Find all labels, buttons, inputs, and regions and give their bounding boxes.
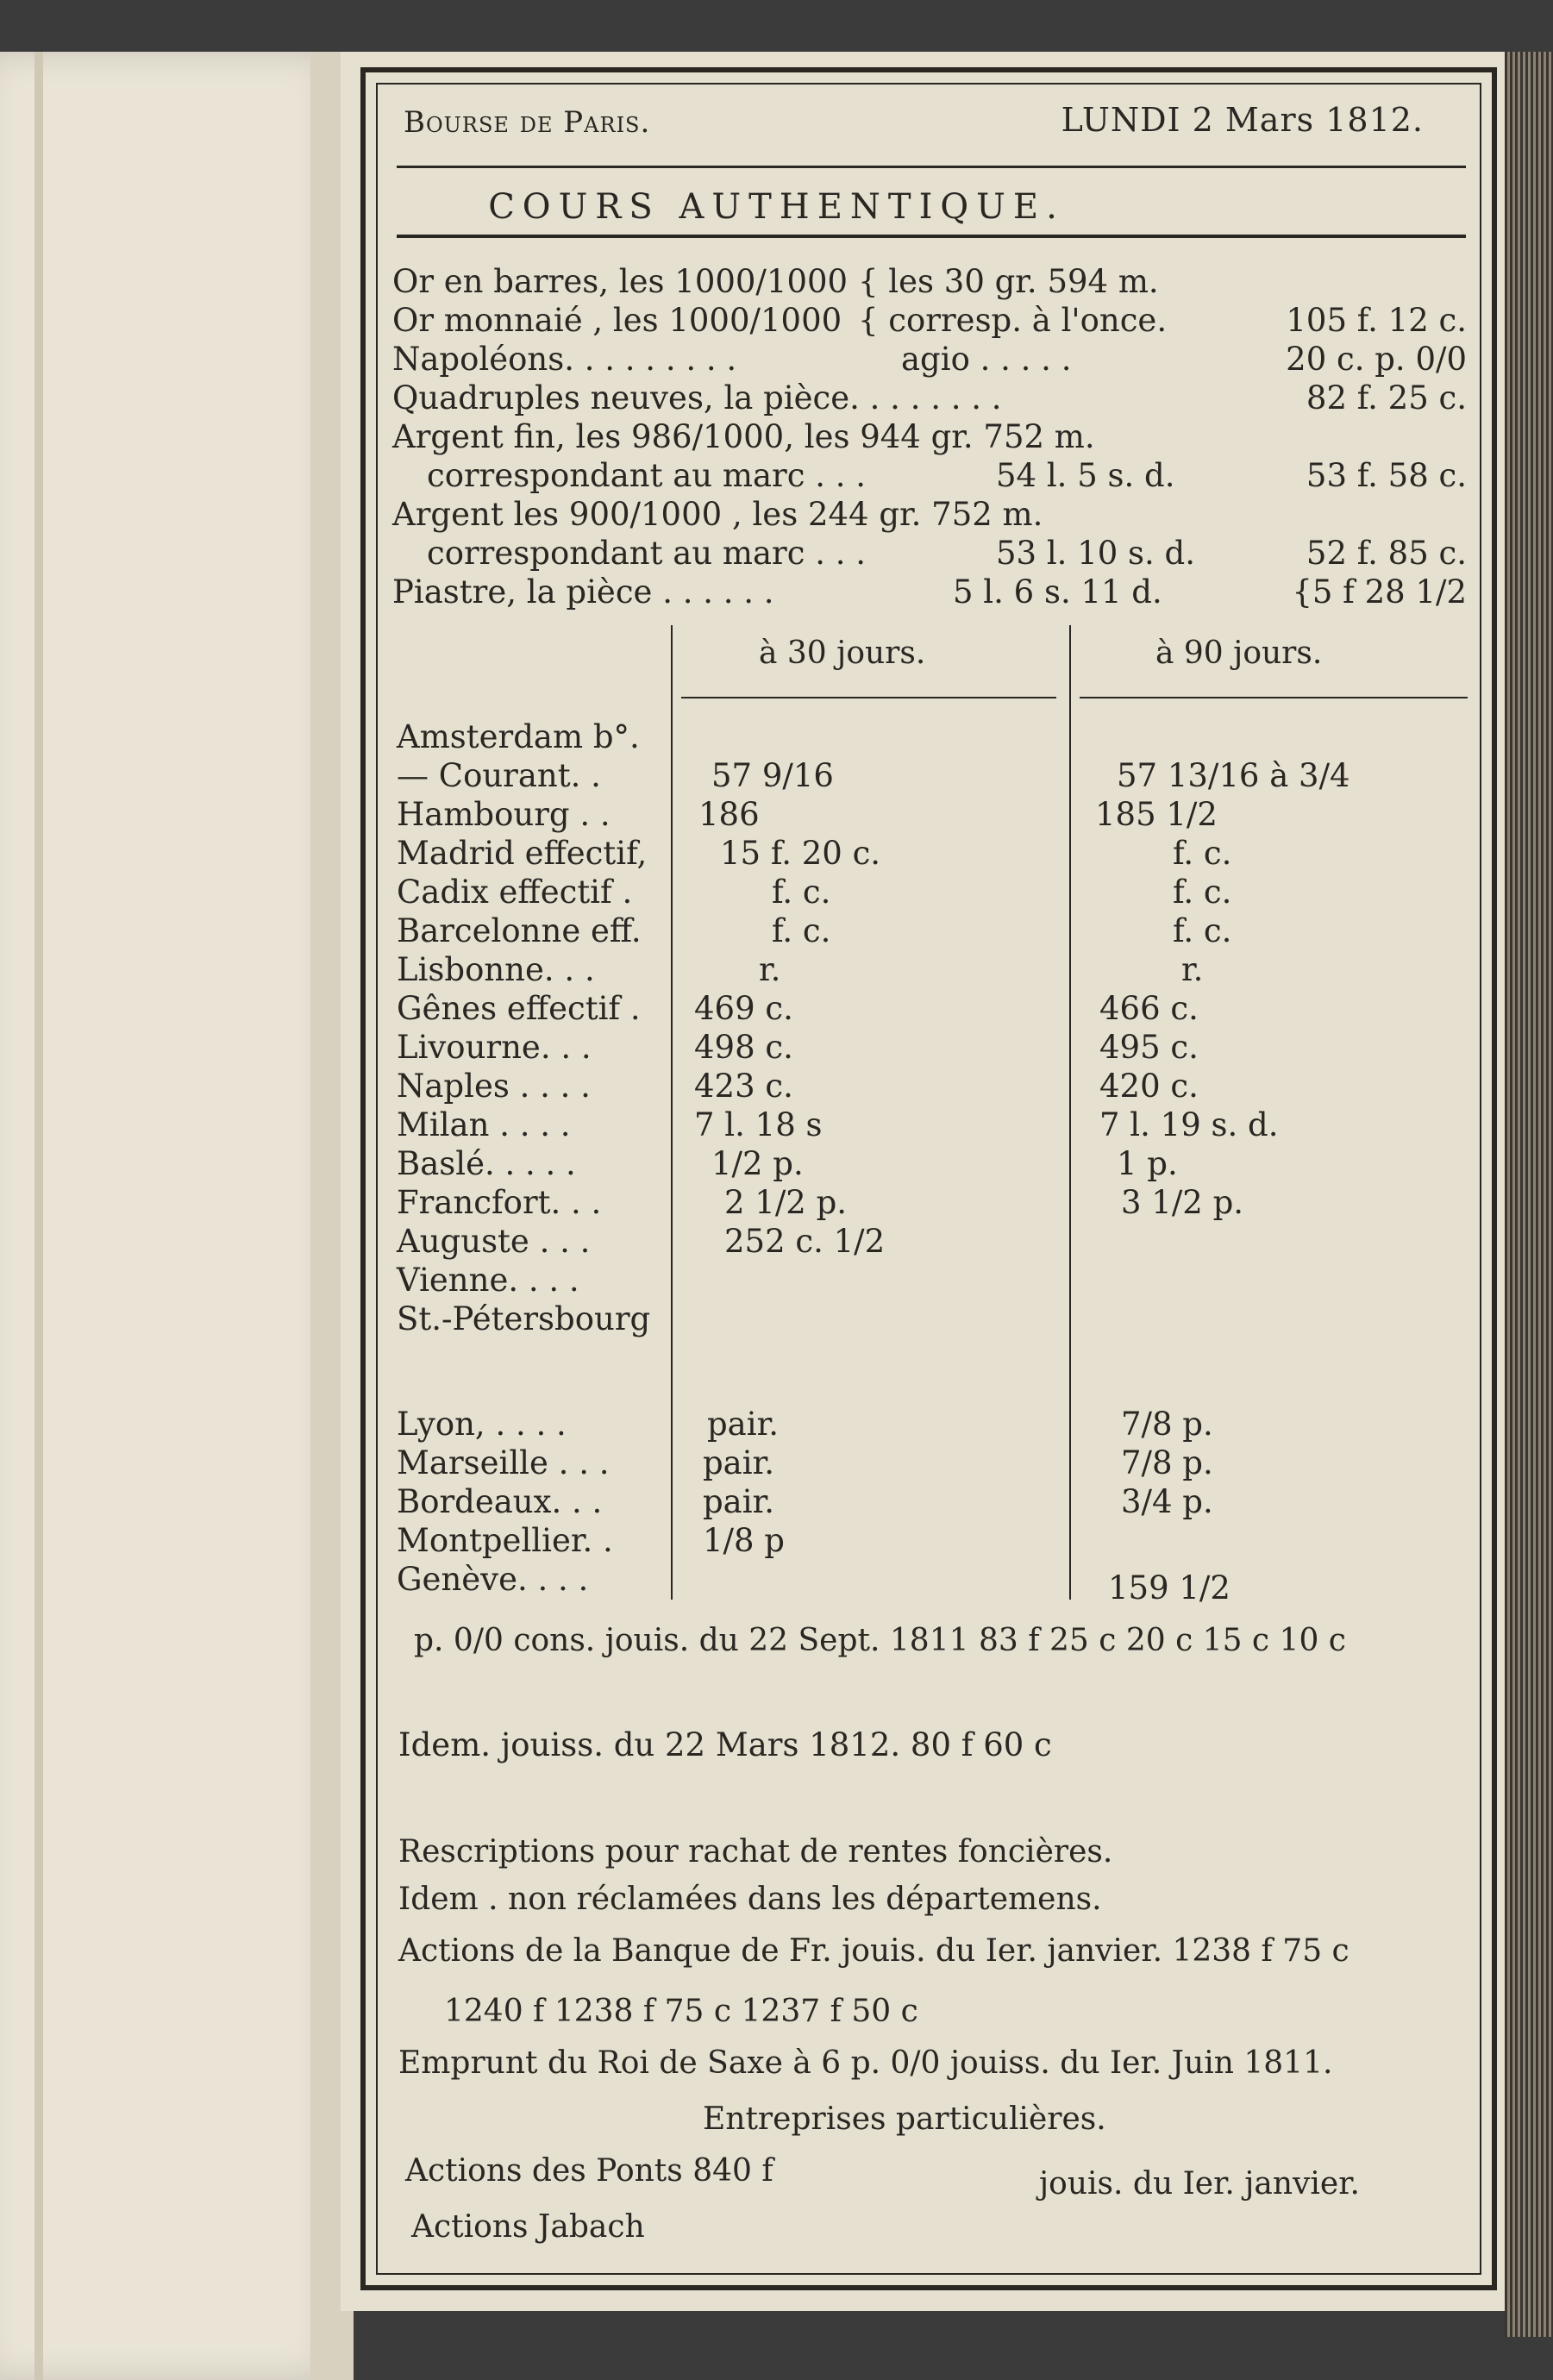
idem-non-reclamees-line: Idem . non réclamées dans les départemens.	[398, 1882, 1102, 1917]
table-row	[392, 718, 1467, 756]
table-row	[392, 1561, 1467, 1606]
value-90: 185 1/2	[1095, 796, 1218, 833]
table-row	[392, 1145, 1467, 1183]
metal-value: 82 f. 25 c.	[1306, 379, 1467, 416]
place-name: Bordeaux. . .	[397, 1483, 603, 1520]
banque-actions-line: Actions de la Banque de Fr. jouis. du Ier. janvier. 1238 f 75 c	[398, 1933, 1349, 1969]
list-item	[392, 302, 1467, 340]
value-90: 57 13/16 à 3/4	[1117, 757, 1350, 794]
value-30: r.	[759, 951, 781, 988]
list-item	[392, 341, 1467, 379]
table-row	[392, 1068, 1467, 1105]
emprunt-saxe-line: Emprunt du Roi de Saxe à 6 p. 0/0 jouiss. du Ier. Juin 1811.	[398, 2045, 1333, 2081]
place-name: Francfort. . .	[397, 1184, 602, 1221]
metal-value: 53 f. 58 c.	[1306, 457, 1467, 494]
entreprises-heading: Entreprises particulières.	[703, 2101, 1106, 2137]
place-name: Lisbonne. . .	[397, 951, 595, 988]
value-90: f. c.	[1173, 835, 1232, 872]
metal-label: Or monnaié , les 1000/1000	[392, 302, 842, 339]
metal-middle: { corresp. à l'once.	[858, 302, 1168, 339]
left-page-edge	[34, 52, 43, 2380]
value-90: 7 l. 19 s. d.	[1099, 1106, 1279, 1143]
value-30: 57 9/16	[711, 757, 834, 794]
table-row	[392, 990, 1467, 1028]
page-stack-edge	[1505, 52, 1553, 2337]
value-30: 1/2 p.	[711, 1145, 804, 1182]
metal-label: Argent les 900/1000 , les 244 gr. 752 m.	[392, 496, 1043, 533]
value-90: 3/4 p.	[1121, 1483, 1213, 1520]
table-row	[392, 1106, 1467, 1144]
title-rule	[397, 235, 1466, 238]
place-name: Livourne. . .	[397, 1029, 592, 1066]
table-row	[392, 796, 1467, 834]
place-name: Genève. . . .	[397, 1561, 589, 1598]
metal-value: {5 f 28 1/2	[1292, 573, 1467, 611]
value-30: 469 c.	[694, 990, 793, 1027]
place-name: Baslé. . . . .	[397, 1145, 576, 1182]
value-90: 495 c.	[1099, 1029, 1199, 1066]
metal-middle: { les 30 gr. 594 m.	[858, 263, 1159, 300]
value-90: f. c.	[1173, 874, 1232, 911]
value-30: 186	[698, 796, 760, 833]
list-item	[392, 535, 1467, 573]
metal-label: Quadruples neuves, la pièce. . . . . . . .	[392, 379, 1002, 416]
table-row	[392, 912, 1467, 950]
value-90: 420 c.	[1099, 1068, 1199, 1105]
list-item	[392, 457, 1467, 495]
table-row	[392, 874, 1467, 911]
metal-value: 105 f. 12 c.	[1286, 302, 1467, 339]
metal-middle: agio . . . . .	[901, 341, 1072, 378]
table-row	[392, 1522, 1467, 1560]
place-name: Naples . . . .	[397, 1068, 591, 1105]
metal-middle: 54 l. 5 s. d.	[996, 457, 1175, 494]
value-30: pair.	[703, 1444, 774, 1481]
place-name: Hambourg . .	[397, 796, 611, 833]
header-right: LUNDI 2 Mars 1812.	[1061, 101, 1424, 139]
value-30: pair.	[703, 1483, 774, 1520]
value-90: 3 1/2 p.	[1121, 1184, 1244, 1221]
value-30: f. c.	[772, 874, 831, 911]
place-name: Marseille . . .	[397, 1444, 610, 1481]
list-item	[392, 496, 1467, 534]
value-30: 2 1/2 p.	[724, 1184, 848, 1221]
value-90: 7/8 p.	[1121, 1444, 1213, 1481]
value-30: 1/8 p	[703, 1522, 785, 1559]
value-90: 466 c.	[1099, 990, 1199, 1027]
col-30-header: à 30 jours.	[759, 636, 926, 671]
place-name: Cadix effectif .	[397, 874, 633, 911]
table-row	[392, 1406, 1467, 1444]
list-item	[392, 379, 1467, 417]
value-30: pair.	[707, 1406, 779, 1443]
metal-value: 52 f. 85 c.	[1306, 535, 1467, 572]
actions-ponts-jouiss: jouis. du Ier. janvier.	[1039, 2166, 1360, 2202]
rescriptions-line: Rescriptions pour rachat de rentes foncières.	[398, 1834, 1113, 1870]
place-name: Amsterdam b°.	[397, 718, 640, 755]
place-name: Barcelonne eff.	[397, 912, 642, 949]
table-row	[392, 1029, 1467, 1067]
place-name: Vienne. . . .	[397, 1262, 579, 1299]
list-item	[392, 418, 1467, 456]
page-title: COURS AUTHENTIQUE.	[488, 187, 1065, 227]
metal-label: Piastre, la pièce . . . . . .	[392, 573, 774, 611]
place-name: Madrid effectif,	[397, 835, 648, 872]
left-page	[0, 52, 345, 2380]
table-row	[392, 757, 1467, 795]
value-90: 7/8 p.	[1121, 1406, 1213, 1443]
header-left: Bourse de Paris.	[404, 105, 651, 140]
metal-label: Argent fin, les 986/1000, les 944 gr. 752 m.	[392, 418, 1095, 455]
place-name: — Courant. .	[397, 757, 601, 794]
metal-middle: 53 l. 10 s. d.	[996, 535, 1195, 572]
table-row	[392, 1483, 1467, 1521]
table-row	[392, 1262, 1467, 1300]
value-30: 252 c. 1/2	[724, 1223, 886, 1260]
place-name: Lyon, . . . .	[397, 1406, 567, 1443]
value-30: 7 l. 18 s	[694, 1106, 823, 1143]
table-row	[392, 1300, 1467, 1338]
metal-label: correspondant au marc . . .	[427, 457, 867, 494]
col-30-rule	[681, 697, 1056, 698]
value-90: f. c.	[1173, 912, 1232, 949]
actions-ponts-line: Actions des Ponts 840 f	[405, 2153, 773, 2189]
table-row	[392, 1184, 1467, 1222]
value-30: 498 c.	[694, 1029, 793, 1066]
metal-label: Or en barres, les 1000/1000	[392, 263, 849, 300]
metal-label: correspondant au marc . . .	[427, 535, 867, 572]
value-30: 423 c.	[694, 1068, 793, 1105]
table-row	[392, 835, 1467, 873]
place-name: St.-Pétersbourg	[397, 1300, 651, 1337]
banque-prices-line: 1240 f 1238 f 75 c 1237 f 50 c	[444, 1994, 918, 2029]
place-name: Montpellier. .	[397, 1522, 613, 1559]
list-item	[392, 573, 1467, 611]
idem-line: Idem. jouiss. du 22 Mars 1812. 80 f 60 c	[398, 1726, 1052, 1763]
metal-label: Napoléons. . . . . . . . .	[392, 341, 737, 378]
col-90-rule	[1080, 697, 1468, 698]
col-90-header: à 90 jours.	[1155, 636, 1323, 671]
table-row	[392, 1223, 1467, 1261]
consols-line: p. 0/0 cons. jouis. du 22 Sept. 1811 83 f 25 c 20 c 15 c 10 c	[414, 1623, 1346, 1658]
place-name: Milan . . . .	[397, 1106, 571, 1143]
metal-value: 20 c. p. 0/0	[1286, 341, 1467, 378]
value-30: 15 f. 20 c.	[720, 835, 881, 872]
header-rule	[397, 166, 1466, 168]
value-90: r.	[1181, 951, 1204, 988]
value-30: f. c.	[772, 912, 831, 949]
metal-middle: 5 l. 6 s. 11 d.	[953, 573, 1162, 611]
table-row	[392, 1444, 1467, 1482]
value-90: 159 1/2	[1108, 1569, 1231, 1606]
place-name: Gênes effectif .	[397, 990, 641, 1027]
place-name: Auguste . . .	[397, 1223, 591, 1260]
list-item	[392, 263, 1467, 301]
table-row	[392, 951, 1467, 989]
value-90: 1 p.	[1117, 1145, 1178, 1182]
actions-jabach-line: Actions Jabach	[411, 2209, 645, 2245]
